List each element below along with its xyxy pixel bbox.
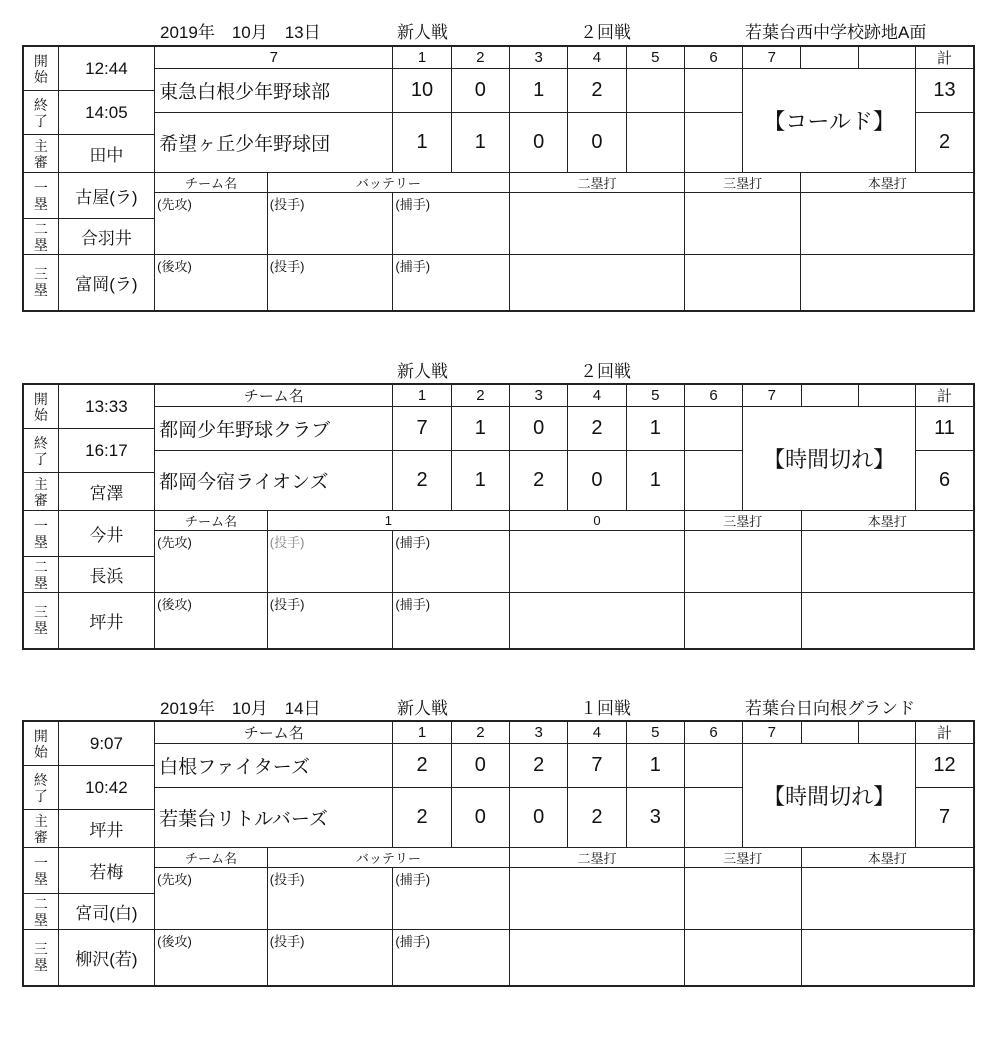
stats-top-catcher: (捕手) [393,531,510,593]
stats-top-doubles [510,193,685,255]
inning-5-header: 5 [626,46,684,69]
inning-6-header: 6 [684,384,742,407]
score-cell: 7 [568,744,626,788]
scoresheet [22,45,975,312]
game3-venue: 若葉台日向根グランド [745,699,915,718]
inning-1-header: 1 [393,721,451,744]
base2-label: 二 塁 [23,557,58,593]
stats-bottom-homers [801,593,974,649]
stats-top-triples [684,193,801,255]
stats-bottom-doubles [510,593,685,649]
stats-homers-header: 本塁打 [801,173,974,193]
umpire-main-label: 主 審 [23,135,58,173]
stats-top-pitcher: (投手) [267,193,393,255]
stats-team-header: チーム名 [155,848,268,868]
stats-triples-header: 三塁打 [684,173,801,193]
team-column-header: チーム名 [155,721,393,744]
inning-7-header: 7 [743,721,801,744]
game1-round: ２回戦 [580,23,631,42]
game3-round: １回戦 [580,699,631,718]
scoresheet [22,720,975,987]
stats-top-triples [684,531,801,593]
stats-homers-header: 本塁打 [801,511,974,531]
base3-label: 三 塁 [23,593,58,649]
total-bottom: 2 [916,113,974,173]
stats-bottom-triples [684,593,801,649]
end-time: 10:42 [58,766,155,810]
stats-battery-header: バッテリー [267,173,509,193]
inning-5-header: 5 [626,384,684,407]
stats-bottom-side: (後攻) [155,930,268,986]
stats-bottom-side: (後攻) [155,593,268,649]
inning-4-header: 4 [568,721,626,744]
stats-bottom-pitcher: (投手) [267,593,393,649]
umpire-base2: 合羽井 [58,219,155,255]
score-cell: 2 [393,788,451,848]
stats-doubles-header: 0 [510,511,685,531]
umpire-base3: 富岡(ラ) [58,255,155,311]
umpire-main-label: 主 審 [23,810,58,848]
score-cell: 1 [626,451,684,511]
total-top: 11 [916,407,974,451]
team-name-bottom: 都岡今宿ライオンズ [155,451,393,511]
total-bottom: 6 [916,451,974,511]
umpire-base2: 宮司(白) [58,894,155,930]
base1-label: 一 塁 [23,511,58,557]
stats-top-homers [801,868,974,930]
stats-bottom-homers [801,255,974,311]
extra-inning-header [858,721,915,744]
end-label: 終 了 [23,91,58,135]
umpire-base3: 坪井 [58,593,155,649]
score-cell: 0 [451,788,509,848]
stats-bottom-catcher: (捕手) [393,255,510,311]
extra-inning-header [801,721,858,744]
score-cell: 1 [626,407,684,451]
umpire-main-label: 主 審 [23,473,58,511]
game-sheet-1 [22,45,975,312]
stats-bottom-triples [684,255,801,311]
inning-7-header: 7 [743,46,801,69]
umpire-base1: 若梅 [58,848,155,894]
game-result: 【時間切れ】 [743,744,916,848]
total-bottom: 7 [916,788,974,848]
extra-inning-header [801,46,858,69]
score-cell: 2 [510,451,568,511]
scoresheet [22,383,975,650]
umpire-base1: 古屋(ラ) [58,173,155,219]
score-cell: 2 [510,744,568,788]
umpire-main: 坪井 [58,810,155,848]
score-cell: 2 [568,788,626,848]
score-cell: 3 [626,788,684,848]
stats-team-header: チーム名 [155,511,268,531]
score-cell [684,113,742,173]
team-name-top: 東急白根少年野球部 [155,69,393,113]
game-sheet-3 [22,720,975,987]
inning-2-header: 2 [451,46,509,69]
score-cell: 0 [568,451,626,511]
stats-top-side: (先攻) [155,531,268,593]
stats-top-doubles [510,531,685,593]
start-time: 9:07 [58,721,155,766]
stats-doubles-header: 二塁打 [510,848,685,868]
game3-date: 2019年 10月 14日 [160,699,321,718]
start-label: 開 始 [23,46,58,91]
inning-5-header: 5 [626,721,684,744]
stats-homers-header: 本塁打 [801,848,974,868]
end-label: 終 了 [23,766,58,810]
umpire-base1: 今井 [58,511,155,557]
score-cell: 1 [626,744,684,788]
base3-label: 三 塁 [23,255,58,311]
stats-team-header: チーム名 [155,173,268,193]
stats-top-pitcher: (投手) [267,531,393,593]
total-top: 13 [916,69,974,113]
team-column-header: チーム名 [155,384,393,407]
score-cell: 0 [451,744,509,788]
end-time: 14:05 [58,91,155,135]
base3-label: 三 塁 [23,930,58,986]
score-cell [684,788,742,848]
stats-battery-header: 1 [267,511,509,531]
score-cell: 2 [568,407,626,451]
score-cell: 1 [393,113,451,173]
base1-label: 一 塁 [23,848,58,894]
game1-venue: 若葉台西中学校跡地A面 [745,23,927,42]
stats-bottom-doubles [510,255,685,311]
end-time: 16:17 [58,429,155,473]
inning-6-header: 6 [684,46,742,69]
game-result: 【時間切れ】 [743,407,916,511]
stats-top-doubles [510,868,685,930]
stats-top-catcher: (捕手) [393,193,510,255]
total-header: 計 [916,721,974,744]
extra-inning-header [858,46,915,69]
umpire-main: 宮澤 [58,473,155,511]
score-cell [684,69,742,113]
score-cell: 0 [510,407,568,451]
start-time: 13:33 [58,384,155,429]
score-cell [684,407,742,451]
total-header: 計 [916,46,974,69]
extra-inning-header [858,384,915,407]
score-cell: 1 [451,113,509,173]
stats-top-homers [801,531,974,593]
score-cell: 1 [510,69,568,113]
inning-1-header: 1 [393,384,451,407]
score-cell: 0 [510,113,568,173]
stats-bottom-triples [684,930,801,986]
inning-4-header: 4 [568,384,626,407]
stats-triples-header: 三塁打 [684,511,801,531]
stats-bottom-side: (後攻) [155,255,268,311]
base2-label: 二 塁 [23,894,58,930]
game1-date: 2019年 10月 13日 [160,23,321,42]
game2-tournament: 新人戦 [397,362,448,381]
stats-triples-header: 三塁打 [684,848,801,868]
inning-4-header: 4 [568,46,626,69]
game3-tournament: 新人戦 [397,699,448,718]
extra-inning-header [801,384,858,407]
score-cell: 0 [451,69,509,113]
score-cell: 2 [568,69,626,113]
inning-2-header: 2 [451,721,509,744]
start-time: 12:44 [58,46,155,91]
stats-bottom-doubles [510,930,685,986]
start-label: 開 始 [23,721,58,766]
total-header: 計 [916,384,974,407]
team-name-top: 白根ファイターズ [155,744,393,788]
score-cell [684,451,742,511]
stats-doubles-header: 二塁打 [510,173,685,193]
score-cell: 2 [393,744,451,788]
inning-2-header: 2 [451,384,509,407]
score-cell: 0 [510,788,568,848]
stats-top-homers [801,193,974,255]
inning-1-header: 1 [393,46,451,69]
stats-top-side: (先攻) [155,868,268,930]
inning-3-header: 3 [510,721,568,744]
base1-label: 一 塁 [23,173,58,219]
team-name-top: 都岡少年野球クラブ [155,407,393,451]
stats-battery-header: バッテリー [267,848,509,868]
base2-label: 二 塁 [23,219,58,255]
score-cell [626,69,684,113]
end-label: 終 了 [23,429,58,473]
score-cell [626,113,684,173]
umpire-base3: 柳沢(若) [58,930,155,986]
inning-7-header: 7 [743,384,801,407]
stats-bottom-catcher: (捕手) [393,593,510,649]
start-label: 開 始 [23,384,58,429]
team-name-bottom: 若葉台リトルバーズ [155,788,393,848]
stats-bottom-pitcher: (投手) [267,930,393,986]
stats-bottom-catcher: (捕手) [393,930,510,986]
score-cell: 2 [393,451,451,511]
stats-bottom-homers [801,930,974,986]
stats-top-pitcher: (投手) [267,868,393,930]
team-name-bottom: 希望ヶ丘少年野球団 [155,113,393,173]
inning-3-header: 3 [510,384,568,407]
score-cell [684,744,742,788]
game-result: 【コールド】 [743,69,916,173]
score-cell: 1 [451,451,509,511]
stats-bottom-pitcher: (投手) [267,255,393,311]
score-cell: 10 [393,69,451,113]
game2-round: ２回戦 [580,362,631,381]
score-cell: 7 [393,407,451,451]
stats-top-side: (先攻) [155,193,268,255]
inning-3-header: 3 [510,46,568,69]
total-top: 12 [916,744,974,788]
umpire-base2: 長浜 [58,557,155,593]
inning-6-header: 6 [684,721,742,744]
umpire-main: 田中 [58,135,155,173]
stats-top-catcher: (捕手) [393,868,510,930]
score-cell: 1 [451,407,509,451]
game-sheet-2 [22,383,975,650]
game1-tournament: 新人戦 [397,23,448,42]
stats-top-triples [684,868,801,930]
score-cell: 0 [568,113,626,173]
team-column-header: 7 [155,46,393,69]
